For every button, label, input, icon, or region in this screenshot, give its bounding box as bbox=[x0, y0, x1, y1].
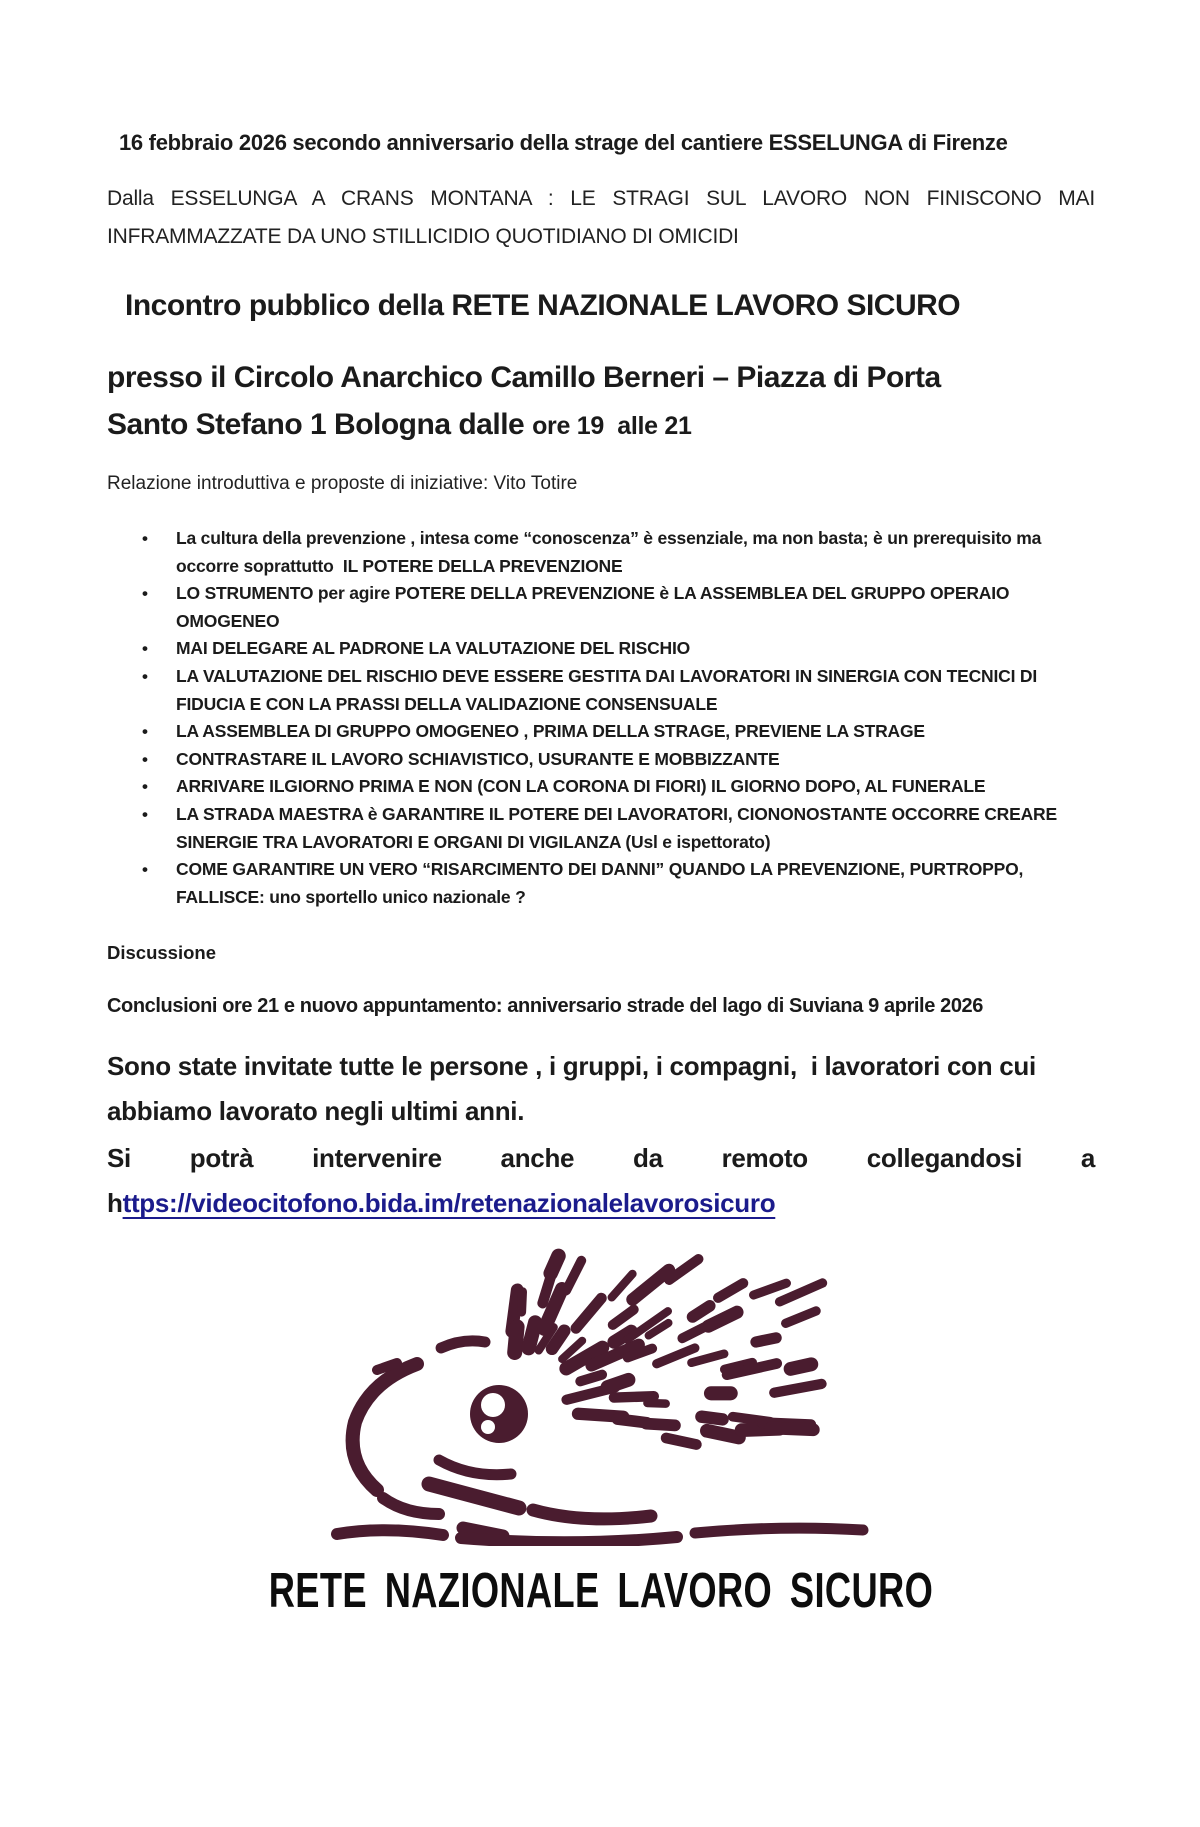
agenda-item: • COME GARANTIRE UN VERO “RISARCIMENTO DEI DANNI” QUANDO LA PREVENZIONE, PURTROPPO, FALLISCE: uno sportello unico nazionale ? bbox=[140, 856, 1062, 911]
strapline-paragraph: Dalla ESSELUNGA A CRANS MONTANA : LE STRAGI SUL LAVORO NON FINISCONO MAI INFRAMMAZZATE DA UNO STILLICIDIO QUOTIDIANO DI OMICIDI bbox=[107, 187, 1095, 248]
venue-time: ore 19 alle 21 bbox=[532, 412, 692, 440]
agenda-item: • LA ASSEMBLEA DI GRUPPO OMOGENEO , PRIMA DELLA STRAGE, PREVIENE LA STRAGE bbox=[140, 718, 1062, 746]
agenda-item: • La cultura della prevenzione , intesa come “conoscenza” è essenziale, ma non basta; è un prerequisito ma occorre soprattutto IL POTERE DELLA PREVENZIONE bbox=[140, 525, 1062, 580]
logo-caption: RETE NAZIONALE LAVORO SICURO bbox=[268, 1564, 934, 1619]
agenda-item: • ARRIVARE ILGIORNO PRIMA E NON (CON LA CORONA DI FIORI) IL GIORNO DOPO, AL FUNERALE bbox=[140, 773, 1062, 801]
anniversary-header: 16 febbraio 2026 secondo anniversario della strage del cantiere ESSELUNGA di Firenze bbox=[119, 130, 1008, 155]
discussion-line: Discussione bbox=[107, 942, 216, 964]
hedgehog-eye bbox=[470, 1385, 528, 1443]
hedgehog-logo-icon bbox=[321, 1246, 881, 1546]
remote-paragraph bbox=[107, 1136, 1095, 1226]
agenda-item: • MAI DELEGARE AL PADRONE LA VALUTAZIONE DEL RISCHIO bbox=[140, 635, 1062, 663]
link-url: ttps://videocitofono.bida.im/retenazionalelavorosicuro bbox=[122, 1188, 776, 1219]
remote-link[interactable] bbox=[107, 1188, 775, 1218]
remote-prefix: Si potrà intervenire anche da remoto collegandosi a bbox=[107, 1143, 1095, 1174]
venue-line2: Santo Stefano 1 Bologna dalle bbox=[107, 408, 533, 441]
conclusions-line: Conclusioni ore 21 e nuovo appuntamento: anniversario strade del lago di Suviana 9 aprile 2026 bbox=[107, 995, 983, 1018]
agenda-item: • LA VALUTAZIONE DEL RISCHIO DEVE ESSERE GESTITA DAI LAVORATORI IN SINERGIA CON TECNICI DI FIDUCIA E CON LA PRASSI DELLA VALIDAZIONE CONSENSUALE bbox=[140, 663, 1062, 718]
venue-line1: presso il Circolo Anarchico Camillo Berneri – Piazza di Porta bbox=[107, 361, 941, 394]
intro-speaker-line: Relazione introduttiva e proposte di iniziative: Vito Totire bbox=[107, 473, 578, 494]
meeting-title: Incontro pubblico della RETE NAZIONALE LAVORO SICURO bbox=[125, 289, 961, 322]
agenda-list bbox=[140, 525, 1062, 911]
link-prefix: h bbox=[107, 1188, 123, 1219]
invitation-paragraph: Sono state invitate tutte le persone , i gruppi, i compagni, i lavoratori con cui abbiamo lavorato negli ultimi anni. bbox=[107, 1051, 1043, 1127]
agenda-item: • LO STRUMENTO per agire POTERE DELLA PREVENZIONE è LA ASSEMBLEA DEL GRUPPO OPERAIO OMOGENEO bbox=[140, 580, 1062, 635]
logo-block bbox=[107, 1246, 1095, 1619]
venue-heading bbox=[107, 354, 1095, 450]
agenda-item: • CONTRASTARE IL LAVORO SCHIAVISTICO, USURANTE E MOBBIZZANTE bbox=[140, 746, 1062, 774]
flyer-page bbox=[0, 130, 1200, 1619]
agenda-item: • LA STRADA MAESTRA è GARANTIRE IL POTERE DEI LAVORATORI, CIONONOSTANTE OCCORRE CREARE SINERGIE TRA LAVORATORI E ORGANI DI VIGILANZA (Usl e ispettorato) bbox=[140, 801, 1062, 856]
